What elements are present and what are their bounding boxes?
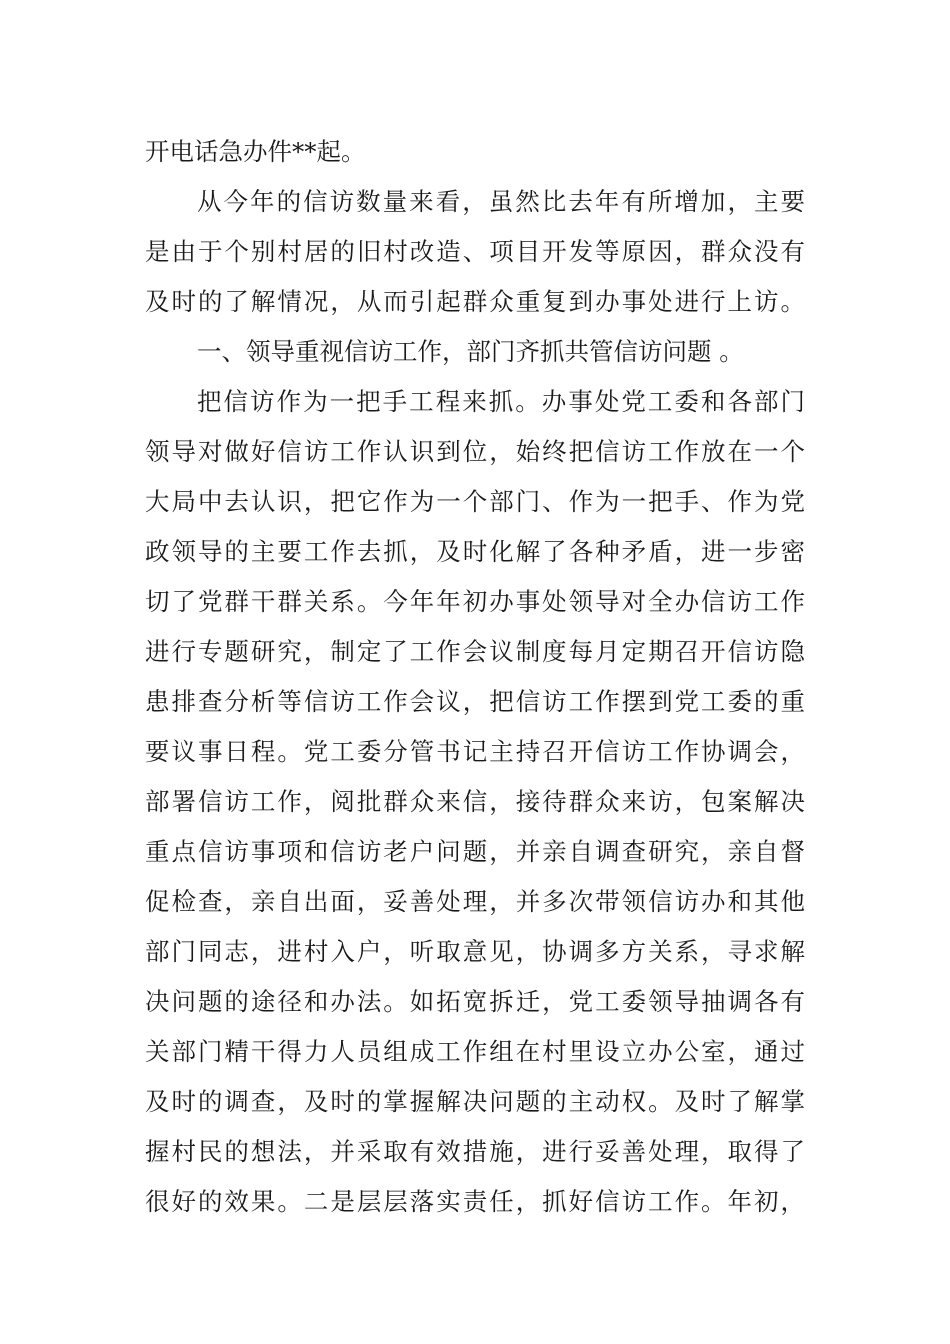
text-line: 部门同志，进村入户，听取意见，协调多方关系，寻求解: [145, 937, 805, 966]
text-line: 关部门精干得力人员组成工作组在村里设立办公室，通过: [145, 1037, 805, 1066]
text-line: 进行专题研究，制定了工作会议制度每月定期召开信访隐: [145, 637, 805, 666]
text-line: 促检查，亲自出面，妥善处理，并多次带领信访办和其他: [145, 887, 805, 916]
text-line: 领导对做好信访工作认识到位，始终把信访工作放在一个: [145, 437, 805, 466]
section-heading: 一、领导重视信访工作，部门齐抓共管信访问题 。: [197, 337, 744, 366]
text-line: 开电话急办件**起。: [145, 137, 366, 166]
text-line: 握村民的想法，并采取有效措施，进行妥善处理，取得了: [145, 1137, 805, 1166]
paragraph-start-line: 把信访作为一把手工程来抓。办事处党工委和各部门: [197, 387, 805, 416]
text-line: 及时的了解情况，从而引起群众重复到办事处进行上访。: [145, 287, 805, 316]
text-line: 部署信访工作，阅批群众来信，接待群众来访，包案解决: [145, 787, 805, 816]
text-line: 及时的调查，及时的掌握解决问题的主动权。及时了解掌: [145, 1087, 805, 1116]
text-line: 政领导的主要工作去抓，及时化解了各种矛盾，进一步密: [145, 537, 805, 566]
text-line: 大局中去认识，把它作为一个部门、作为一把手、作为党: [145, 487, 805, 516]
body-text: [145, 127, 805, 1227]
text-line: 要议事日程。党工委分管书记主持召开信访工作协调会，: [145, 737, 805, 766]
text-line: 是由于个别村居的旧村改造、项目开发等原因，群众没有: [145, 237, 805, 266]
text-line: 患排查分析等信访工作会议，把信访工作摆到党工委的重: [145, 687, 805, 716]
paragraph-start-line: 从今年的信访数量来看，虽然比去年有所增加，主要: [197, 187, 805, 216]
text-line: 很好的效果。二是层层落实责任，抓好信访工作。年初，: [145, 1187, 805, 1216]
text-line: 切了党群干群关系。今年年初办事处领导对全办信访工作: [145, 587, 805, 616]
text-line: 重点信访事项和信访老户问题，并亲自调查研究，亲自督: [145, 837, 805, 866]
text-line: 决问题的途径和办法。如拓宽拆迁，党工委领导抽调各有: [145, 987, 805, 1016]
